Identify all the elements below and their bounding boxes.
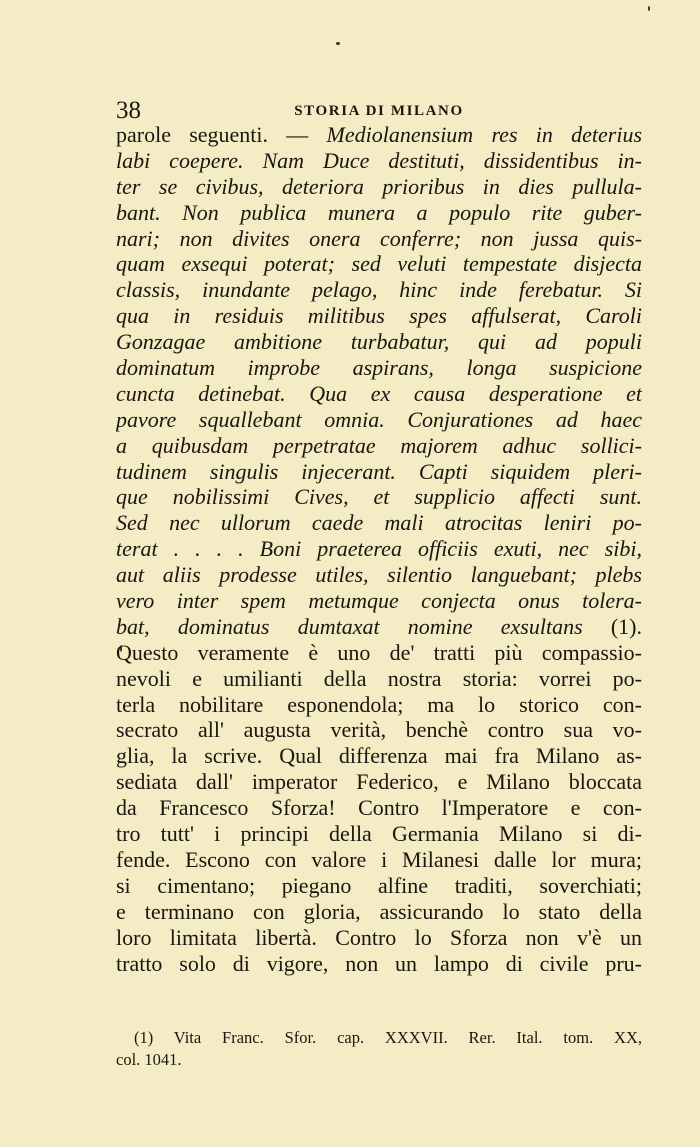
text-line: nevoli e umilianti della nostra storia: vorrei po- [116,665,642,691]
text-line: nari; non divites onera conferre; non jussa quis- [116,225,642,251]
text-line: sediata dall' imperator Federico, e Milano bloccata [116,769,642,795]
text-line: tratto solo di vigore, non un lampo di civile pru- [116,950,642,976]
text-line: pavore squallebant omnia. Conjurationes ad haec [116,406,642,432]
text-line: labi coepere. Nam Duce destituti, dissidentibus in- [116,147,642,173]
ink-speck [336,42,340,45]
text-line: secrato all' augusta verità, benchè contro sua vo- [116,717,642,743]
text-line: vero inter spem metumque conjecta onus tolera- [116,588,642,614]
ink-speck [648,6,650,11]
text-line: tro tutt' i principi della Germania Milano si di- [116,821,642,847]
text-line: quam exsequi poterat; sed veluti tempestate disjecta [116,251,642,277]
text-line: terat . . . . Boni praeterea officiis exuti, nec sibi, [116,536,642,562]
body-text [116,122,642,976]
text-line [116,614,642,640]
italic-run: Mediolanensium res in deterius [326,122,642,147]
text-line: ter se civibus, deteriora prioribus in dies pullula- [116,173,642,199]
footnote-marker: (1). [610,613,642,639]
text-line: terla nobilitare esponendola; ma lo storico con- [116,691,642,717]
footnote-line: col. 1041. [116,1050,182,1069]
text-line [116,122,642,148]
text-line: glia, la scrive. Qual differenza mai fra Milano as- [116,743,642,769]
running-title: STORIA DI MILANO [294,103,464,119]
text-line: tudinem singulis injecerant. Capti siquidem pleri- [116,458,642,484]
text-line: bant. Non publica munera a populo rite guber- [116,199,642,225]
text-line: loro limitata libertà. Contro lo Sforza non v'è un [116,924,642,950]
roman-run: parole seguenti. — [116,122,327,147]
text-line: qua in residuis militibus spes affulserat, Caroli [116,303,642,329]
text-line: fende. Escono con valore i Milanesi dalle lor mura; [116,846,642,872]
page-number: 38 [116,97,141,124]
italic-run: bat, dominatus dumtaxat nomine exsultans [116,613,611,639]
text-line: da Francesco Sforza! Contro l'Imperatore e con- [116,795,642,821]
text-line: classis, inundante pelago, hinc inde ferebatur. Si [116,277,642,303]
text-line: e terminano con gloria, assicurando lo stato della [116,898,642,924]
text-line: a quibusdam perpetratae majorem adhuc sollici- [116,432,642,458]
text-line: Gonzagae ambitione turbabatur, qui ad populi [116,329,642,355]
footnote-line: (1) Vita Franc. Sfor. cap. XXXVII. Rer. Ital. tom. XX, [134,1028,642,1047]
footnote [116,1027,642,1071]
text-line: si cimentano; piegano alfine traditi, soverchiati; [116,872,642,898]
text-line: Sed nec ullorum caede mali atrocitas leniri po- [116,510,642,536]
text-line: dominatum improbe aspirans, longa suspicione [116,355,642,381]
text-line: cuncta detinebat. Qua ex causa desperatione et [116,380,642,406]
text-line: aut aliis prodesse utiles, silentio languebant; plebs [116,562,642,588]
text-line: Questo veramente è uno de' tratti più compassio- [116,639,642,665]
text-line: que nobilissimi Cives, et supplicio affecti sunt. [116,484,642,510]
